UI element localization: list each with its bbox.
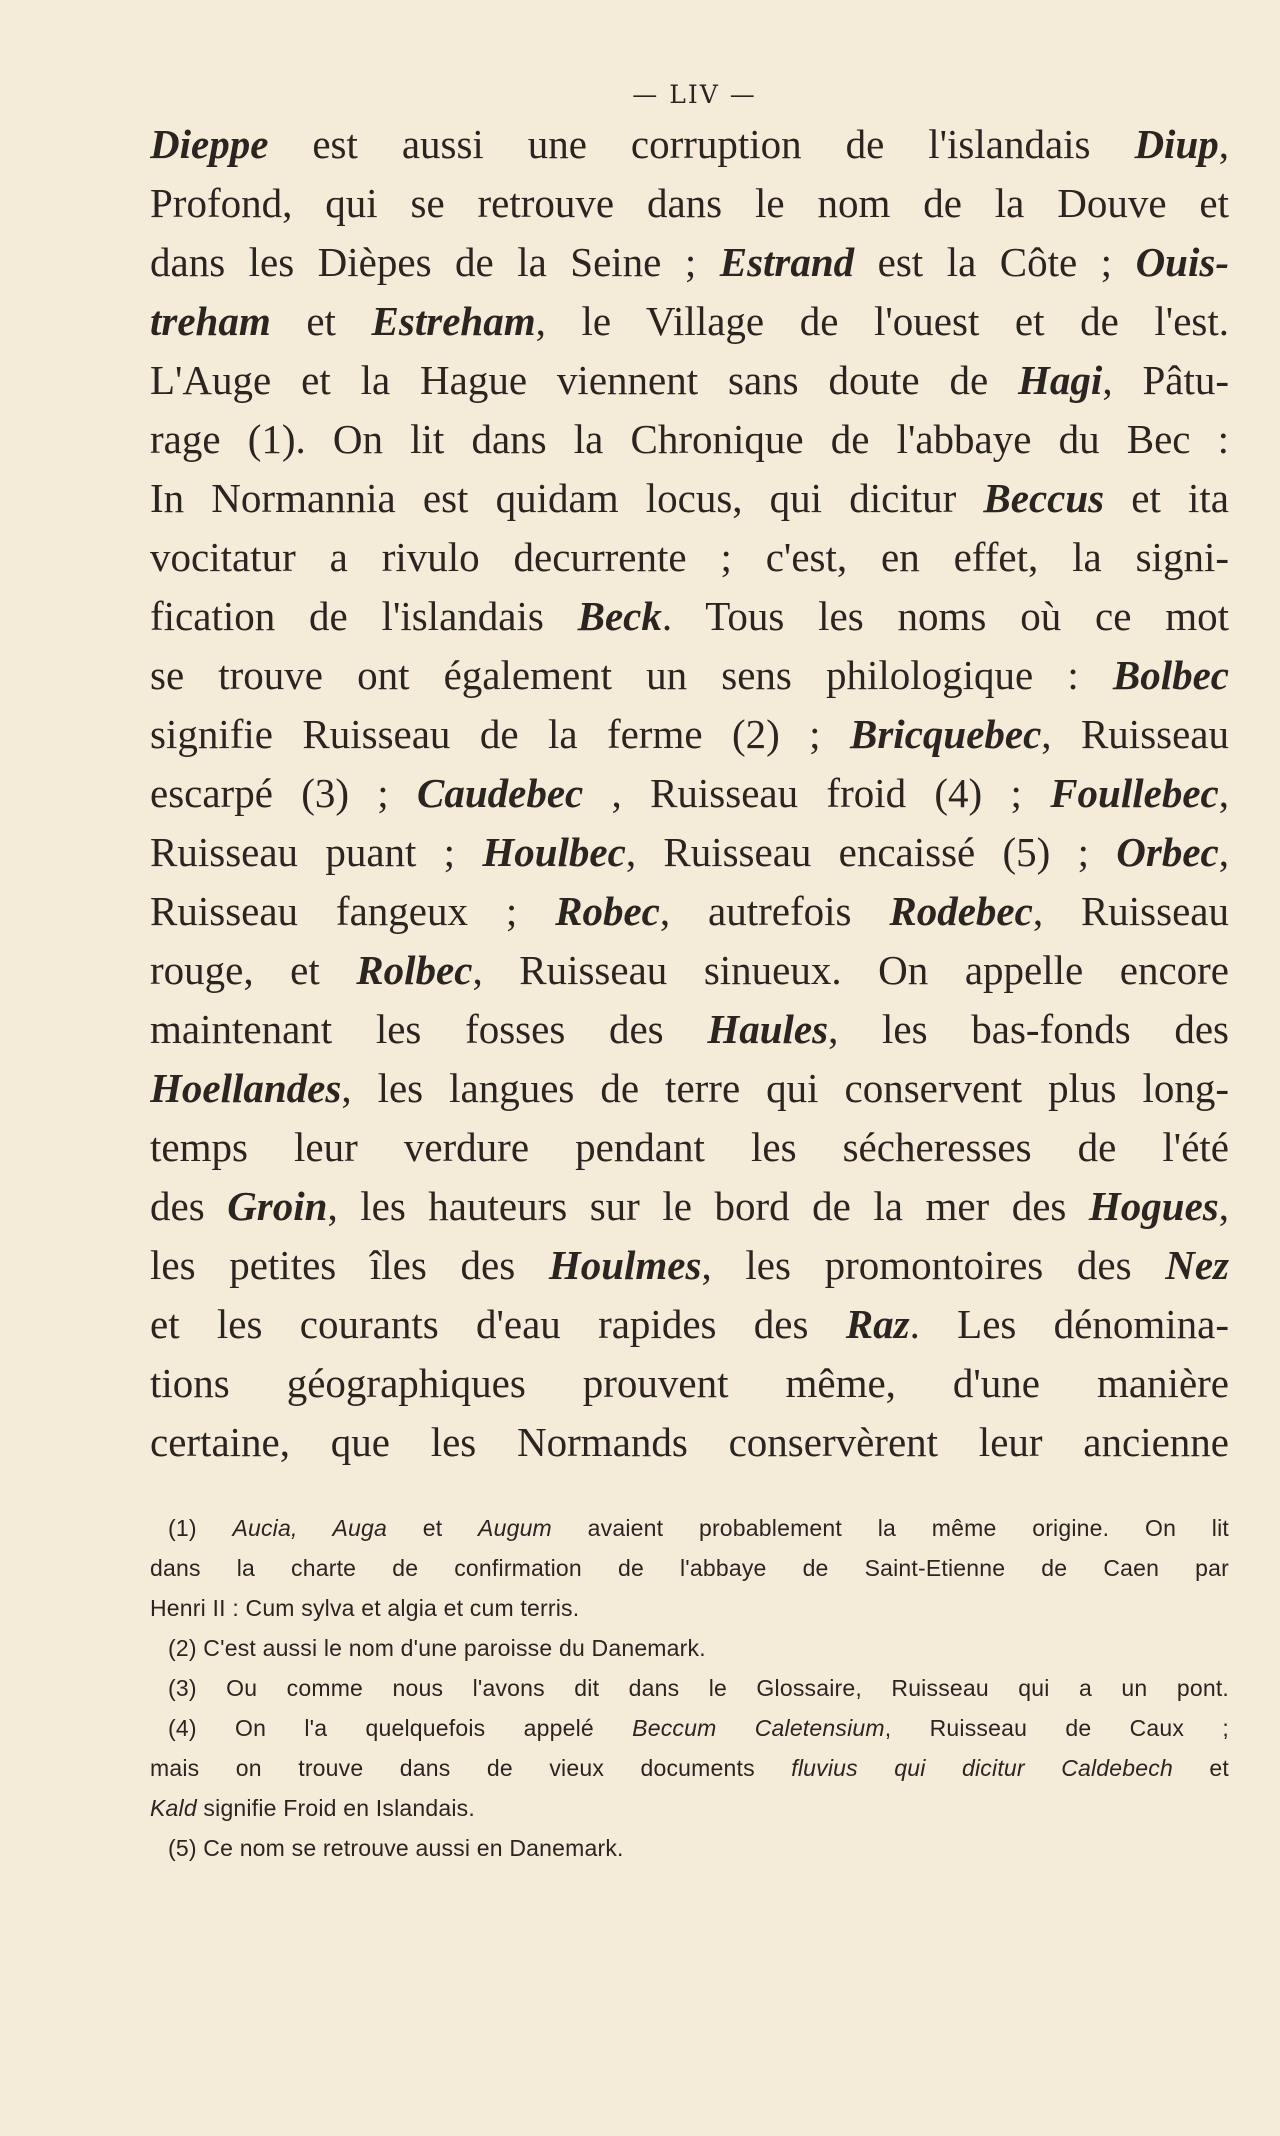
- italic-term: Beck: [577, 593, 662, 639]
- text-line: L'Auge et la Hague viennent sans doute de Hagi, Pâtu-: [150, 357, 1229, 403]
- footnote-line: (1) Aucia, Auga et Augum avaient probablement la même origine. On lit: [168, 1515, 1229, 1541]
- italic-term: Ouis-: [1135, 239, 1229, 285]
- italic-term: Houlbec: [482, 829, 626, 875]
- text-line: Ruisseau puant ; Houlbec, Ruisseau encaissé (5) ; Orbec,: [150, 829, 1229, 875]
- footnote-line: mais on trouve dans de vieux documents fluvius qui dicitur Caldebech et: [150, 1755, 1229, 1781]
- text-line: signifie Ruisseau de la ferme (2) ; Bricquebec, Ruisseau: [150, 711, 1229, 757]
- page-number: — LIV —: [632, 80, 757, 109]
- italic-term: Orbec: [1116, 829, 1219, 875]
- text-line: vocitatur a rivulo decurrente ; c'est, en effet, la signi-: [150, 534, 1229, 580]
- text-line: tions géographiques prouvent même, d'une manière: [150, 1360, 1229, 1406]
- italic-term: Estreham: [371, 298, 536, 344]
- italic-term: Dieppe: [150, 121, 269, 167]
- italic-term: Groin: [227, 1183, 328, 1229]
- footnote-line: Henri II : Cum sylva et algia et cum terris.: [150, 1595, 580, 1621]
- italic-term: Hogues: [1088, 1183, 1219, 1229]
- footnote-line: (4) On l'a quelquefois appelé Beccum Caletensium, Ruisseau de Caux ;: [168, 1715, 1229, 1741]
- italic-term: Beccus: [983, 475, 1105, 521]
- italic-term: Rodebec: [889, 888, 1033, 934]
- text-line: dans les Dièpes de la Seine ; Estrand est la Côte ; Ouis-: [150, 239, 1229, 285]
- italic-term: Beccum Caletensium: [632, 1715, 885, 1741]
- italic-term: treham: [150, 298, 271, 344]
- text-line: rouge, et Rolbec, Ruisseau sinueux. On appelle encore: [150, 947, 1229, 993]
- italic-term: Estrand: [719, 239, 855, 285]
- text-line: temps leur verdure pendant les sécheresses de l'été: [150, 1124, 1229, 1170]
- italic-term: Robec: [555, 888, 660, 934]
- text-line: des Groin, les hauteurs sur le bord de la mer des Hogues,: [150, 1183, 1229, 1229]
- text-line: Hoellandes, les langues de terre qui conservent plus long-: [150, 1065, 1229, 1111]
- italic-term: Augum: [478, 1515, 552, 1541]
- footnote-line: (5) Ce nom se retrouve aussi en Danemark.: [168, 1835, 624, 1861]
- italic-term: Bolbec: [1112, 652, 1229, 698]
- text-line: Profond, qui se retrouve dans le nom de la Douve et: [150, 180, 1229, 226]
- footnotes: [150, 1508, 1229, 1868]
- text-line: maintenant les fosses des Haules, les bas-fonds des: [150, 1006, 1229, 1052]
- text-line: se trouve ont également un sens philologique : Bolbec: [150, 652, 1229, 698]
- italic-term: Haules: [707, 1006, 829, 1052]
- footnote-line: Kald signifie Froid en Islandais.: [150, 1795, 475, 1821]
- text-line: et les courants d'eau rapides des Raz. Les dénomina-: [150, 1301, 1229, 1347]
- italic-term: Kald: [150, 1795, 197, 1821]
- text-line: certaine, que les Normands conservèrent leur ancienne: [150, 1419, 1229, 1465]
- italic-term: Caudebec: [416, 770, 584, 816]
- italic-term: Houlmes: [548, 1242, 702, 1288]
- footnote-line: (3) Ou comme nous l'avons dit dans le Glossaire, Ruisseau qui a un pont.: [168, 1675, 1229, 1701]
- text-line: Ruisseau fangeux ; Robec, autrefois Rodebec, Ruisseau: [150, 888, 1229, 934]
- text-line: In Normannia est quidam locus, qui dicitur Beccus et ita: [150, 475, 1229, 521]
- main-paragraph: [150, 115, 1229, 1472]
- text-line: escarpé (3) ; Caudebec , Ruisseau froid (4) ; Foullebec,: [150, 770, 1229, 816]
- footnote-line: (2) C'est aussi le nom d'une paroisse du Danemark.: [168, 1635, 706, 1661]
- italic-term: fluvius qui dicitur Caldebech: [791, 1755, 1173, 1781]
- italic-term: Aucia, Auga: [232, 1515, 387, 1541]
- italic-term: Raz: [845, 1301, 910, 1347]
- italic-term: Rolbec: [356, 947, 473, 993]
- italic-term: Diup: [1134, 121, 1219, 167]
- text-line: les petites îles des Houlmes, les promontoires des Nez: [150, 1242, 1229, 1288]
- text-line: fication de l'islandais Beck. Tous les noms où ce mot: [150, 593, 1229, 639]
- italic-term: Nez: [1165, 1242, 1229, 1288]
- text-line: treham et Estreham, le Village de l'ouest et de l'est.: [150, 298, 1229, 344]
- italic-term: Foullebec: [1050, 770, 1219, 816]
- italic-term: Hagi: [1018, 357, 1103, 403]
- text-line: Dieppe est aussi une corruption de l'islandais Diup,: [150, 121, 1229, 167]
- footnote-line: dans la charte de confirmation de l'abbaye de Saint-Etienne de Caen par: [150, 1555, 1229, 1581]
- text-line: rage (1). On lit dans la Chronique de l'abbaye du Bec :: [150, 416, 1229, 462]
- italic-term: Bricquebec: [850, 711, 1042, 757]
- italic-term: Hoellandes: [150, 1065, 342, 1111]
